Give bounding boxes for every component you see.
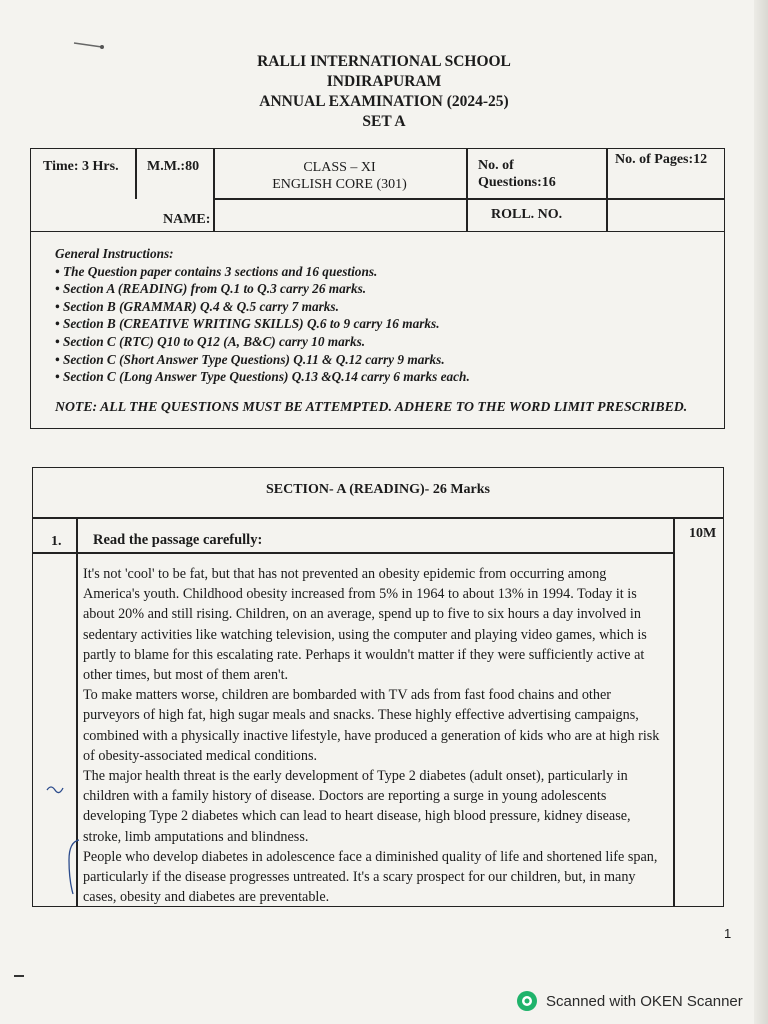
passage-paragraph: To make matters worse, children are bombarded with TV ads from fast food chains and other purveyors of high fat, high sugar meals and snacks. These highly effective advertising campaigns, combined with a physically inactive lifestyle, have produced a generation of kids who are at high risk of obesity-associated medical conditions. bbox=[83, 687, 660, 764]
scanner-watermark bbox=[516, 990, 743, 1012]
margin-mark bbox=[14, 975, 24, 977]
section-a-table bbox=[32, 467, 724, 907]
class-label: CLASS – XI bbox=[303, 160, 376, 175]
reading-passage bbox=[83, 564, 665, 907]
time-label: Time: 3 Hrs. bbox=[43, 159, 119, 174]
instruction-item: • The Question paper contains 3 sections and 16 questions. bbox=[55, 263, 378, 279]
class-subject bbox=[213, 159, 466, 193]
max-marks-label: M.M.:80 bbox=[147, 159, 200, 174]
num-questions-label bbox=[478, 157, 556, 191]
school-name: RALLI INTERNATIONAL SCHOOL bbox=[257, 53, 511, 70]
num-questions-line1: No. of bbox=[478, 158, 514, 173]
instruction-item: • Section A (READING) from Q.1 to Q.3 carry 26 marks. bbox=[55, 281, 367, 297]
general-instructions bbox=[30, 231, 725, 429]
page-number: 1 bbox=[724, 926, 732, 941]
school-city: INDIRAPURAM bbox=[326, 73, 442, 90]
exam-title: ANNUAL EXAMINATION (2024-25) bbox=[259, 93, 509, 110]
instruction-item: • Section B (GRAMMAR) Q.4 & Q.5 carry 7 marks. bbox=[55, 298, 339, 314]
instruction-item: • Section C (Short Answer Type Questions) Q.11 & Q.12 carry 9 marks. bbox=[55, 351, 445, 367]
exam-info-table bbox=[30, 148, 725, 232]
pen-annotation-icon bbox=[41, 768, 81, 898]
question-number: 1. bbox=[51, 534, 62, 549]
exam-header bbox=[0, 52, 768, 132]
num-pages-label: No. of Pages:12 bbox=[615, 152, 708, 167]
section-title: SECTION- A (READING)- 26 Marks bbox=[265, 482, 490, 497]
passage-paragraph: It's not 'cool' to be fat, but that has not prevented an obesity epidemic from occurring among America's youth. Childhood obesity increased from 5% in 1964 to about 13% in 1994. Today it is about 20% and still rising. Children, on an average, spend up to five to six hours a day involved in sedentary activities like watching television, using the computer and playing video games, which is partly to blame for this escalating rate. Perhaps it wouldn't matter if they were sufficiently active at other times, but most of them aren't. bbox=[83, 566, 647, 684]
staple-pin-icon bbox=[72, 40, 106, 50]
instructions-note: NOTE: ALL THE QUESTIONS MUST BE ATTEMPTED. ADHERE TO THE WORD LIMIT PRESCRIBED. bbox=[55, 398, 688, 414]
instruction-item: • Section C (Long Answer Type Questions) Q.13 &Q.14 carry 6 marks each. bbox=[55, 369, 470, 385]
passage-paragraph: People who develop diabetes in adolescence face a diminished quality of life and shortened life span, particularly if the disease progresses untreated. It's a scary prospect for our children, but, in many cases, obesity and diabetes are preventable. bbox=[83, 848, 658, 906]
question-text: Read the passage carefully: bbox=[93, 532, 263, 548]
scanner-text: Scanned with OKEN Scanner bbox=[546, 992, 743, 1010]
instruction-item: • Section C (RTC) Q10 to Q12 (A, B&C) carry 10 marks. bbox=[55, 333, 366, 349]
passage-paragraph: The major health threat is the early development of Type 2 diabetes (adult onset), particularly in children with a family history of disease. Doctors are reporting a surge in young adolescents developing Type 2 diabetes which can lead to heart disease, high blood pressure, kidney disease, stroke, limb amputations and blindness. bbox=[83, 768, 631, 845]
name-field-label: NAME: bbox=[163, 212, 211, 227]
instruction-item: • Section B (CREATIVE WRITING SKILLS) Q.6 to 9 carry 16 marks. bbox=[55, 316, 440, 332]
exam-set: SET A bbox=[362, 113, 406, 130]
oken-scanner-logo-icon bbox=[516, 990, 538, 1012]
num-questions-line2: Questions:16 bbox=[478, 175, 556, 190]
instructions-title: General Instructions: bbox=[55, 246, 174, 261]
page-edge bbox=[754, 0, 768, 1024]
subject-label: ENGLISH CORE (301) bbox=[272, 177, 407, 192]
roll-number-label: ROLL. NO. bbox=[491, 207, 563, 222]
question-marks: 10M bbox=[689, 526, 717, 541]
